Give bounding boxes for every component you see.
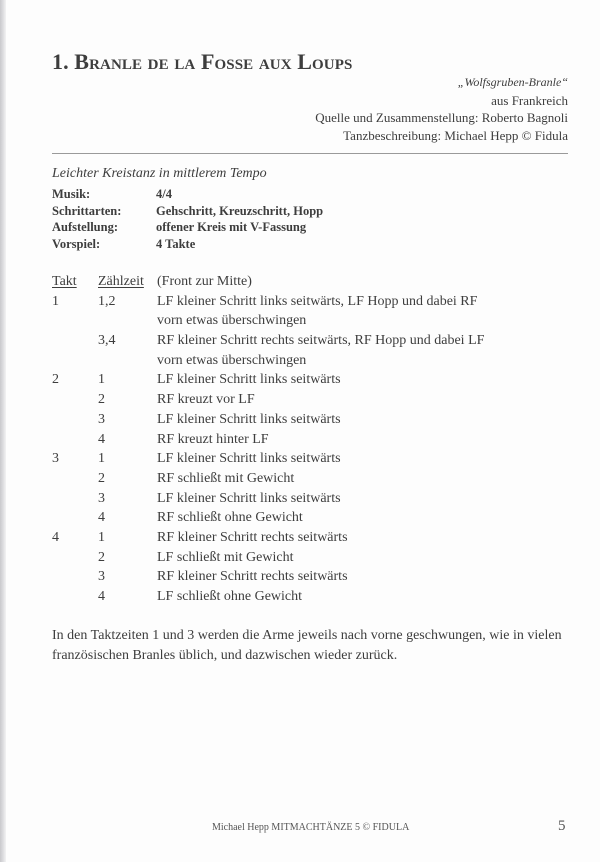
step-text: RF kleiner Schritt rechts seitwärts <box>157 529 348 545</box>
step-row <box>52 292 537 312</box>
step-count: 2 <box>98 392 105 408</box>
step-row <box>52 449 537 469</box>
fact-label: Musik: <box>52 187 91 201</box>
step-text: LF kleiner Schritt links seitwärts <box>157 411 341 427</box>
fact-row <box>52 203 323 220</box>
steps-table <box>52 272 537 607</box>
step-count: 2 <box>98 470 105 486</box>
arm-movement-note: In den Taktzeiten 1 und 3 werden die Arme jeweils nach vorne geschwungen, wie in vielen französischen Branles üblich, und dazwischen wieder zurück. <box>52 628 562 663</box>
step-count: 4 <box>98 510 105 526</box>
step-row <box>52 430 537 450</box>
step-takt <box>52 567 98 587</box>
step-takt <box>52 489 98 509</box>
step-count: 2 <box>98 549 105 565</box>
step-takt <box>52 410 98 430</box>
step-text: LF kleiner Schritt links seitwärts <box>157 490 341 506</box>
steps-body <box>52 292 537 607</box>
origin: aus Frankreich <box>491 92 568 108</box>
step-text: LF schließt mit Gewicht <box>157 549 294 565</box>
step-takt <box>52 587 98 607</box>
step-takt <box>52 469 98 489</box>
step-takt <box>52 390 98 410</box>
step-takt: 3 <box>52 451 59 467</box>
step-row <box>52 548 537 568</box>
header-zaehlzeit: Zählzeit <box>98 274 144 289</box>
source-credit: Quelle und Zusammenstellung: Roberto Bagnoli <box>315 110 568 125</box>
step-takt <box>52 508 98 528</box>
step-count: 1 <box>98 372 105 388</box>
step-row <box>52 311 537 331</box>
step-row <box>52 508 537 528</box>
fact-label: Vorspiel: <box>52 236 101 251</box>
step-row <box>52 469 537 489</box>
steps-header-row <box>52 272 537 292</box>
page-number: 5 <box>558 818 566 834</box>
step-text: LF kleiner Schritt links seitwärts <box>157 451 341 467</box>
step-text: RF schließt ohne Gewicht <box>157 510 303 526</box>
horizontal-rule <box>52 153 568 154</box>
fact-value: Gehschritt, Kreuzschritt, Hopp <box>156 203 324 218</box>
step-takt <box>52 331 98 351</box>
step-count: 3 <box>98 490 105 506</box>
alternate-title: „Wolfsgruben-Branle“ <box>457 75 568 89</box>
step-row <box>52 410 537 430</box>
dance-facts <box>52 186 323 252</box>
step-count: 1 <box>98 529 105 545</box>
step-text: RF kleiner Schritt rechts seitwärts <box>157 569 348 585</box>
step-row <box>52 528 537 548</box>
dance-title: 1. Branle de la Fosse aux Loups <box>52 49 353 74</box>
step-takt <box>52 311 98 331</box>
header-description: (Front zur Mitte) <box>157 274 252 289</box>
fact-row <box>52 186 323 203</box>
dance-intro: Leichter Kreistanz in mittlerem Tempo <box>52 166 267 181</box>
step-text: LF kleiner Schritt links seitwärts, LF Hopp und dabei RF <box>157 293 478 309</box>
step-row <box>52 567 537 587</box>
page-edge-shadow <box>0 0 6 862</box>
step-takt: 1 <box>52 293 59 309</box>
fact-label: Schrittarten: <box>52 203 122 218</box>
step-text: RF kleiner Schritt rechts seitwärts, RF Hopp und dabei LF <box>157 333 485 349</box>
step-count <box>98 351 157 371</box>
header-takt: Takt <box>52 274 77 289</box>
page-footer: Michael Hepp MITMACHTÄNZE 5 © FIDULA <box>212 822 410 833</box>
step-count: 1 <box>98 451 105 467</box>
step-text: vorn etwas überschwingen <box>157 313 307 329</box>
step-row <box>52 489 537 509</box>
step-takt: 4 <box>52 529 59 545</box>
step-row <box>52 587 537 607</box>
step-count: 3 <box>98 411 105 427</box>
fact-label: Aufstellung: <box>52 220 118 234</box>
step-row <box>52 331 537 351</box>
step-row <box>52 370 537 390</box>
step-takt <box>52 351 98 371</box>
step-text: RF schließt mit Gewicht <box>157 470 295 486</box>
step-row <box>52 351 537 371</box>
fact-value: offener Kreis mit V-Fassung <box>156 220 307 234</box>
step-count <box>98 311 157 331</box>
step-count: 1,2 <box>98 293 116 309</box>
step-text: RF kreuzt hinter LF <box>157 431 269 447</box>
step-text: RF kreuzt vor LF <box>157 392 255 408</box>
fact-row <box>52 219 323 236</box>
step-row <box>52 390 537 410</box>
step-text: vorn etwas überschwingen <box>157 352 307 368</box>
fact-value: 4/4 <box>156 187 172 201</box>
step-takt: 2 <box>52 372 59 388</box>
step-count: 3,4 <box>98 333 116 349</box>
step-count: 3 <box>98 569 105 585</box>
step-takt <box>52 430 98 450</box>
step-takt <box>52 548 98 568</box>
dance-meta <box>315 74 568 144</box>
step-text: LF kleiner Schritt links seitwärts <box>157 372 341 388</box>
step-count: 4 <box>98 431 105 447</box>
fact-value: 4 Takte <box>156 236 196 251</box>
step-count: 4 <box>98 589 105 604</box>
description-credit: Tanzbeschreibung: Michael Hepp © Fidula <box>343 127 568 143</box>
step-text: LF schließt ohne Gewicht <box>157 589 303 604</box>
fact-row <box>52 236 323 253</box>
